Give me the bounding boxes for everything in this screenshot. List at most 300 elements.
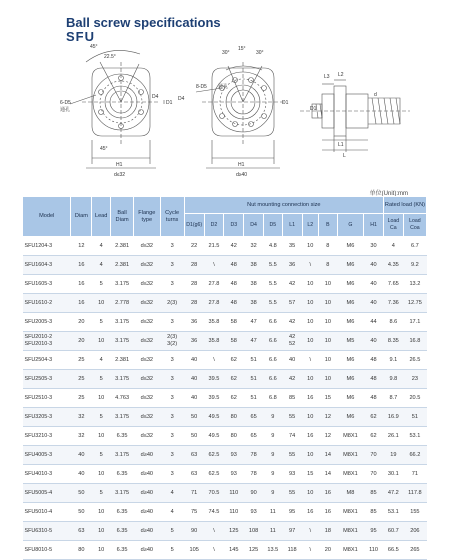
cell-flange: d≥40	[134, 503, 160, 522]
cell-coa: 17.1	[403, 313, 426, 332]
cell-l1: 42 52	[282, 332, 302, 351]
cell-flange: d≥40	[134, 541, 160, 560]
cell-d2: 49.5	[204, 427, 224, 446]
cell-coa: 71	[403, 465, 426, 484]
cell-h1: 40	[364, 294, 384, 313]
d2-holes: 8-D5	[196, 84, 207, 90]
cell-d1: 90	[184, 522, 204, 541]
cell-l1: 95	[282, 503, 302, 522]
cell-ball: 3.175	[111, 484, 134, 503]
cell-d4: 38	[244, 256, 264, 275]
cell-ca: 8.7	[383, 389, 403, 408]
cell-l2: 10	[302, 446, 319, 465]
cell-l2: 15	[302, 465, 319, 484]
cell-d3: 58	[224, 332, 244, 351]
cell-d4: 51	[244, 389, 264, 408]
cell-ball: 6.35	[111, 503, 134, 522]
cell-d2: 62.5	[204, 465, 224, 484]
col-ball-diam: Ball Diam	[111, 197, 134, 237]
drawing-nut-side	[300, 80, 410, 152]
cell-lead: 10	[92, 389, 111, 408]
cell-l1: 35	[282, 237, 302, 256]
cell-cycle: 3	[160, 465, 184, 484]
cell-d1: 40	[184, 370, 204, 389]
cell-l1: 55	[282, 484, 302, 503]
cell-b: 16	[319, 484, 338, 503]
cell-d4: 65	[244, 427, 264, 446]
cell-diam: 12	[71, 237, 92, 256]
cell-lead: 5	[92, 484, 111, 503]
cell-h1: 62	[364, 427, 384, 446]
cell-d1: 28	[184, 256, 204, 275]
table-row	[23, 351, 427, 370]
cell-ca: 19	[383, 446, 403, 465]
cell-flange: d≥40	[134, 484, 160, 503]
d2-angle-30a: 30°	[222, 50, 230, 56]
cell-d3: 145	[224, 541, 244, 560]
cell-ca: 53.1	[383, 503, 403, 522]
cell-diam: 50	[71, 503, 92, 522]
cell-h1: 48	[364, 389, 384, 408]
col-lead: Lead	[92, 197, 111, 237]
cell-g: M8X1	[337, 541, 363, 560]
cell-d5: 5.5	[264, 294, 283, 313]
cell-l1: 42	[282, 275, 302, 294]
cell-model: SFU2005-3	[23, 313, 71, 332]
cell-d4: 78	[244, 465, 264, 484]
cell-d2: 70.5	[204, 484, 224, 503]
cell-h1: 85	[364, 503, 384, 522]
cell-model: SFU2505-3	[23, 370, 71, 389]
cell-coa: 6.7	[403, 237, 426, 256]
cell-d3: 62	[224, 351, 244, 370]
cell-d1: 105	[184, 541, 204, 560]
cell-d5: 9	[264, 484, 283, 503]
cell-coa: 23	[403, 370, 426, 389]
cell-lead: 4	[92, 351, 111, 370]
cell-d3: 62	[224, 389, 244, 408]
table-row	[23, 332, 427, 351]
cell-coa: 13.2	[403, 275, 426, 294]
d2-holes-cn: 通孔	[218, 84, 229, 90]
cell-d5: 6.6	[264, 332, 283, 351]
cell-cycle: 3	[160, 389, 184, 408]
cell-ca: 16.9	[383, 408, 403, 427]
cell-l2: 10	[302, 370, 319, 389]
cell-d5: 4.8	[264, 237, 283, 256]
cell-coa: 12.75	[403, 294, 426, 313]
cell-d1: 28	[184, 294, 204, 313]
cell-d3: 48	[224, 256, 244, 275]
cell-model: SFU1604-3	[23, 256, 71, 275]
cell-lead: 10	[92, 522, 111, 541]
cell-l1: 74	[282, 427, 302, 446]
cell-ca: 7.65	[383, 275, 403, 294]
cell-flange: d≤32	[134, 370, 160, 389]
cell-b: 8	[319, 256, 338, 275]
cell-h1: 40	[364, 275, 384, 294]
col-load-coa: Load Coa	[403, 214, 426, 237]
specifications-table	[22, 196, 427, 560]
cell-d4: 38	[244, 294, 264, 313]
cell-coa: 265	[403, 541, 426, 560]
cell-ca: 8.35	[383, 332, 403, 351]
cell-ca: 30.1	[383, 465, 403, 484]
col-h1: H1	[364, 214, 384, 237]
d3-l2-label: L2	[338, 72, 344, 78]
cell-l1: 36	[282, 256, 302, 275]
cell-b: 14	[319, 446, 338, 465]
cell-lead: 10	[92, 465, 111, 484]
cell-model: SFU5010-4	[23, 503, 71, 522]
cell-coa: 51	[403, 408, 426, 427]
cell-l2: 10	[302, 408, 319, 427]
cell-coa: 20.5	[403, 389, 426, 408]
col-flange-type: Flange type	[134, 197, 160, 237]
title-main: Ball screw specifications	[66, 15, 221, 30]
cell-d4: 47	[244, 313, 264, 332]
cell-d2: 39.5	[204, 370, 224, 389]
cell-d3: 42	[224, 237, 244, 256]
cell-g: M6	[337, 237, 363, 256]
cell-cycle: 3	[160, 275, 184, 294]
d2-d-ge-40: d≥40	[236, 172, 248, 178]
cell-d1: 63	[184, 446, 204, 465]
d2-angle-30b: 30°	[256, 50, 264, 56]
cell-h1: 110	[364, 541, 384, 560]
cell-ball: 3.175	[111, 313, 134, 332]
col-nut-mounting: Nut mounting connection size	[184, 197, 383, 214]
cell-ball: 6.35	[111, 427, 134, 446]
cell-d5: 11	[264, 522, 283, 541]
d1-holes-cn: 通孔	[60, 107, 71, 113]
cell-d2: 74.5	[204, 503, 224, 522]
d1-h1-label: H1	[116, 162, 123, 168]
cell-lead: 4	[92, 256, 111, 275]
col-l2: L2	[302, 214, 319, 237]
cell-cycle: 3	[160, 237, 184, 256]
cell-d5: 6.6	[264, 351, 283, 370]
cell-cycle: 3	[160, 256, 184, 275]
cell-d2: 35.8	[204, 332, 224, 351]
cell-h1: 48	[364, 370, 384, 389]
cell-d4: 47	[244, 332, 264, 351]
cell-diam: 20	[71, 313, 92, 332]
cell-d2: 35.8	[204, 313, 224, 332]
cell-cycle: 3	[160, 427, 184, 446]
cell-ball: 3.175	[111, 332, 134, 351]
cell-model: SFU4005-3	[23, 446, 71, 465]
cell-l2: \	[302, 256, 319, 275]
cell-ball: 3.175	[111, 446, 134, 465]
d2-h1-label: H1	[238, 162, 245, 168]
cell-b: 10	[319, 370, 338, 389]
cell-cycle: 5	[160, 541, 184, 560]
table-row	[23, 427, 427, 446]
cell-d4: 90	[244, 484, 264, 503]
cell-ca: 8.6	[383, 313, 403, 332]
cell-h1: 40	[364, 332, 384, 351]
cell-diam: 32	[71, 408, 92, 427]
cell-b: 8	[319, 237, 338, 256]
cell-model: SFU1610-2	[23, 294, 71, 313]
d2-d1-label: D1	[282, 100, 289, 106]
d1-angle-45-bottom: 45°	[100, 146, 108, 152]
drawing-nut-front-d40	[196, 62, 284, 168]
cell-cycle: 5	[160, 522, 184, 541]
col-cycle-turns: Cycle turns	[160, 197, 184, 237]
col-l1: L1	[282, 214, 302, 237]
cell-ca: 26.1	[383, 427, 403, 446]
cell-d2: \	[204, 541, 224, 560]
cell-h1: 70	[364, 465, 384, 484]
cell-d2: 49.5	[204, 408, 224, 427]
cell-d4: 65	[244, 408, 264, 427]
table-row	[23, 256, 427, 275]
cell-cycle: 3	[160, 370, 184, 389]
cell-flange: d≤32	[134, 256, 160, 275]
cell-lead: 10	[92, 541, 111, 560]
cell-diam: 40	[71, 465, 92, 484]
cell-g: M6	[337, 275, 363, 294]
cell-d1: 50	[184, 408, 204, 427]
cell-ball: 3.175	[111, 370, 134, 389]
cell-h1: 85	[364, 484, 384, 503]
cell-b: 10	[319, 294, 338, 313]
cell-ball: 6.35	[111, 465, 134, 484]
cell-l2: \	[302, 522, 319, 541]
cell-l1: 118	[282, 541, 302, 560]
cell-h1: 30	[364, 237, 384, 256]
cell-g: M6	[337, 294, 363, 313]
col-b: B	[319, 214, 338, 237]
cell-lead: 10	[92, 294, 111, 313]
cell-ball: 2.381	[111, 256, 134, 275]
cell-h1: 70	[364, 446, 384, 465]
cell-g: M6	[337, 256, 363, 275]
cell-d1: 63	[184, 465, 204, 484]
cell-l1: 57	[282, 294, 302, 313]
cell-cycle: 2(3)	[160, 294, 184, 313]
cell-d5: 6.6	[264, 313, 283, 332]
cell-d5: 6.8	[264, 389, 283, 408]
d1-holes: 6-D5	[60, 100, 71, 106]
cell-flange: d≤32	[134, 237, 160, 256]
cell-lead: 4	[92, 237, 111, 256]
cell-flange: d≤32	[134, 332, 160, 351]
cell-model: SFU3210-3	[23, 427, 71, 446]
cell-diam: 40	[71, 446, 92, 465]
cell-diam: 80	[71, 541, 92, 560]
col-d2: D2	[204, 214, 224, 237]
cell-ball: 6.35	[111, 522, 134, 541]
table-row	[23, 294, 427, 313]
cell-d5: 6.6	[264, 370, 283, 389]
header-row-1	[23, 197, 427, 214]
cell-ca: 66.5	[383, 541, 403, 560]
cell-d1: 50	[184, 427, 204, 446]
cell-diam: 16	[71, 256, 92, 275]
cell-model: SFU2504-3	[23, 351, 71, 370]
cell-b: 12	[319, 427, 338, 446]
cell-flange: d≤32	[134, 389, 160, 408]
cell-d4: 51	[244, 351, 264, 370]
cell-d3: 62	[224, 370, 244, 389]
cell-lead: 10	[92, 503, 111, 522]
cell-flange: d≤32	[134, 351, 160, 370]
cell-d2: 62.5	[204, 446, 224, 465]
table-row	[23, 389, 427, 408]
cell-d1: 71	[184, 484, 204, 503]
cell-d1: 40	[184, 389, 204, 408]
cell-g: M8X1	[337, 522, 363, 541]
cell-l1: 40	[282, 351, 302, 370]
cell-d4: 125	[244, 541, 264, 560]
cell-d1: 22	[184, 237, 204, 256]
cell-l1: 42	[282, 370, 302, 389]
cell-d1: 36	[184, 313, 204, 332]
col-load-ca: Load Ca	[383, 214, 403, 237]
cell-model: SFU2510-3	[23, 389, 71, 408]
cell-d4: 32	[244, 237, 264, 256]
cell-coa: 9.2	[403, 256, 426, 275]
cell-d5: 9	[264, 446, 283, 465]
cell-l2: 10	[302, 313, 319, 332]
d3-l-label: L	[343, 153, 346, 159]
cell-cycle: 3	[160, 446, 184, 465]
cell-l1: 42	[282, 313, 302, 332]
cell-b: 10	[319, 332, 338, 351]
cell-flange: d≤32	[134, 294, 160, 313]
cell-h1: 48	[364, 351, 384, 370]
cell-d2: 27.8	[204, 275, 224, 294]
cell-l2: 10	[302, 237, 319, 256]
cell-coa: 53.1	[403, 427, 426, 446]
cell-coa: 155	[403, 503, 426, 522]
table-row	[23, 370, 427, 389]
cell-d3: 80	[224, 427, 244, 446]
cell-coa: 16.8	[403, 332, 426, 351]
cell-d4: 51	[244, 370, 264, 389]
cell-d5: 5.5	[264, 256, 283, 275]
cell-ball: 4.763	[111, 389, 134, 408]
cell-l1: 93	[282, 465, 302, 484]
cell-model: SFU8010-5	[23, 541, 71, 560]
cell-h1: 95	[364, 522, 384, 541]
cell-b: 10	[319, 275, 338, 294]
table-row	[23, 408, 427, 427]
cell-d3: 58	[224, 313, 244, 332]
d3-l1-label: L1	[338, 142, 344, 148]
col-diam: Diam	[71, 197, 92, 237]
cell-ball: 3.175	[111, 408, 134, 427]
cell-diam: 25	[71, 389, 92, 408]
table-row	[23, 275, 427, 294]
d1-d1-label: D1	[166, 100, 173, 106]
cell-flange: d≥40	[134, 522, 160, 541]
cell-diam: 20	[71, 332, 92, 351]
cell-diam: 16	[71, 294, 92, 313]
cell-d4: 93	[244, 503, 264, 522]
table-row	[23, 465, 427, 484]
cell-lead: 5	[92, 275, 111, 294]
cell-d5: 13.5	[264, 541, 283, 560]
cell-d3: 110	[224, 503, 244, 522]
cell-g: M6	[337, 313, 363, 332]
cell-coa: 117.8	[403, 484, 426, 503]
cell-model: SFU6310-5	[23, 522, 71, 541]
cell-ca: 47.2	[383, 484, 403, 503]
cell-lead: 5	[92, 313, 111, 332]
cell-cycle: 3	[160, 351, 184, 370]
cell-flange: d≤32	[134, 275, 160, 294]
cell-l2: 10	[302, 294, 319, 313]
table-row	[23, 237, 427, 256]
cell-l2: 10	[302, 275, 319, 294]
col-model: Model	[23, 197, 71, 237]
cell-l1: 97	[282, 522, 302, 541]
cell-flange: d≥40	[134, 446, 160, 465]
d1-d-le-32: d≤32	[114, 172, 126, 178]
cell-b: 14	[319, 465, 338, 484]
cell-d3: 48	[224, 294, 244, 313]
col-g: G	[337, 214, 363, 237]
cell-model: SFU2010-2 SFU2010-3	[23, 332, 71, 351]
cell-b: 10	[319, 313, 338, 332]
cell-ca: 4	[383, 237, 403, 256]
col-d4: D4	[244, 214, 264, 237]
cell-l2: 16	[302, 503, 319, 522]
cell-diam: 25	[71, 370, 92, 389]
col-d3: D3	[224, 214, 244, 237]
cell-g: M8X1	[337, 427, 363, 446]
cell-cycle: 3	[160, 408, 184, 427]
cell-l1: 55	[282, 446, 302, 465]
cell-d5: 9	[264, 427, 283, 446]
d1-d4-label: D4	[152, 94, 159, 100]
cell-cycle: 4	[160, 484, 184, 503]
cell-g: M8X1	[337, 446, 363, 465]
cell-flange: d≤32	[134, 313, 160, 332]
cell-h1: 62	[364, 408, 384, 427]
cell-d5: 11	[264, 503, 283, 522]
cell-d3: 93	[224, 465, 244, 484]
cell-g: M6	[337, 370, 363, 389]
d3-d-label: d	[374, 92, 377, 98]
cell-lead: 5	[92, 370, 111, 389]
cell-d2: 39.5	[204, 389, 224, 408]
title-sub: SFU	[66, 29, 95, 44]
cell-cycle: 4	[160, 503, 184, 522]
table-row	[23, 313, 427, 332]
cell-d1: 75	[184, 503, 204, 522]
cell-d1: 40	[184, 351, 204, 370]
cell-ball: 3.175	[111, 275, 134, 294]
cell-diam: 25	[71, 351, 92, 370]
cell-diam: 32	[71, 427, 92, 446]
drawing-nut-front-d32	[70, 50, 164, 168]
cell-cycle: 3	[160, 313, 184, 332]
cell-b: 20	[319, 541, 338, 560]
cell-d4: 78	[244, 446, 264, 465]
cell-d1: 36	[184, 332, 204, 351]
specifications-body	[23, 237, 427, 560]
cell-coa: 66.2	[403, 446, 426, 465]
cell-l1: 85	[282, 389, 302, 408]
cell-g: M8X1	[337, 503, 363, 522]
cell-ball: 2.381	[111, 351, 134, 370]
cell-d5: 9	[264, 408, 283, 427]
